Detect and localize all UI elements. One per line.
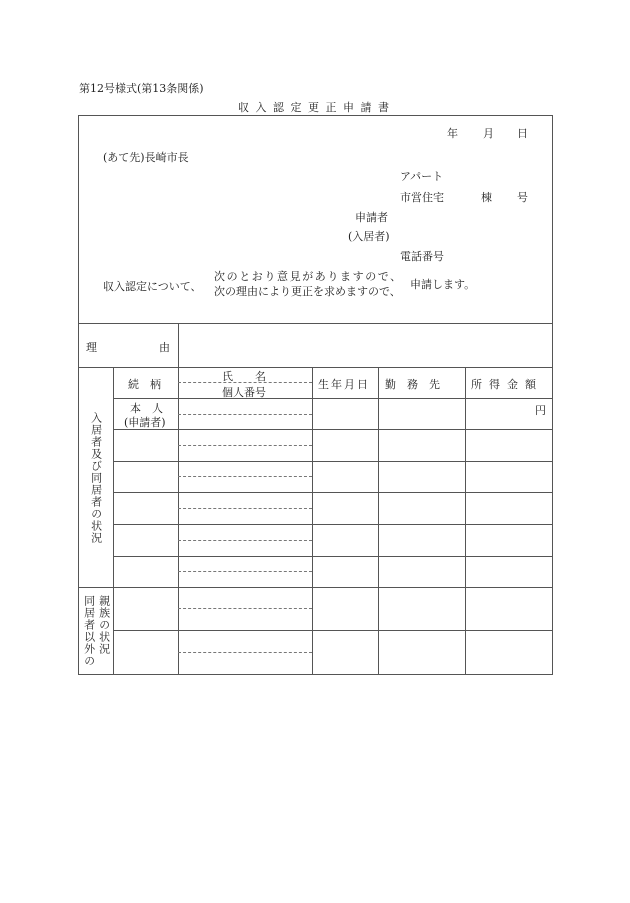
divider [113, 398, 553, 399]
header-income: 所得金額 [471, 378, 543, 391]
divider [78, 367, 553, 368]
header-id-number: 個人番号 [222, 386, 266, 399]
statement-lead: 収入認定について、 [103, 280, 202, 293]
date-month: 月 [483, 127, 494, 140]
divider [78, 323, 553, 324]
divider [113, 630, 553, 631]
housing-apartment: アパート [400, 170, 444, 183]
dashed-divider [178, 608, 312, 609]
date-year: 年 [447, 127, 458, 140]
divider [312, 367, 313, 674]
statement-option1: 次のとおり意見がありますので、 [214, 270, 403, 283]
divider [378, 367, 379, 674]
dashed-divider [178, 652, 312, 653]
statement-tail: 申請します。 [410, 278, 476, 291]
dashed-divider [178, 414, 312, 415]
applicant-phone: 電話番号 [400, 250, 444, 263]
header-workplace: 勤 務 先 [385, 378, 440, 391]
applicant-sub: (入居者) [348, 230, 390, 243]
housing-number: 号 [517, 191, 528, 204]
header-birthdate: 生年月日 [318, 378, 370, 391]
divider [113, 524, 553, 525]
dashed-divider [178, 540, 312, 541]
divider [113, 556, 553, 557]
divider [465, 367, 466, 674]
divider [113, 461, 553, 462]
applicant-label: 申請者 [355, 211, 388, 224]
section2-label-col2: 同居者以外の [82, 595, 96, 667]
divider [113, 492, 553, 493]
divider [113, 367, 114, 674]
dashed-divider [178, 508, 312, 509]
form-title: 収入認定更正申請書 [238, 101, 396, 114]
header-relation: 続 柄 [128, 378, 161, 391]
dashed-divider [178, 476, 312, 477]
reason-label-right: 由 [159, 341, 170, 354]
yen-unit: 円 [535, 404, 546, 417]
statement-option2: 次の理由により更正を求めますので、 [214, 285, 401, 298]
divider [178, 323, 179, 367]
addressee: (あて先)長崎市長 [103, 151, 189, 164]
self-sub: (申請者) [124, 416, 166, 429]
section1-label: 入居者及び同居者の状況 [89, 412, 103, 544]
reason-field[interactable] [180, 325, 551, 365]
date-day: 日 [517, 127, 528, 140]
dashed-divider [178, 445, 312, 446]
dashed-divider [178, 571, 312, 572]
header-name: 氏 名 [222, 370, 266, 383]
section2-label-col1: 親族の状況 [97, 595, 111, 655]
housing-municipal: 市営住宅 [400, 191, 444, 204]
reason-label-left: 理 [86, 341, 97, 354]
housing-building: 棟 [481, 191, 492, 204]
self-label: 本 人 [130, 402, 163, 415]
form-number: 第12号様式(第13条関係) [79, 82, 204, 95]
divider [78, 587, 553, 588]
divider [113, 429, 553, 430]
